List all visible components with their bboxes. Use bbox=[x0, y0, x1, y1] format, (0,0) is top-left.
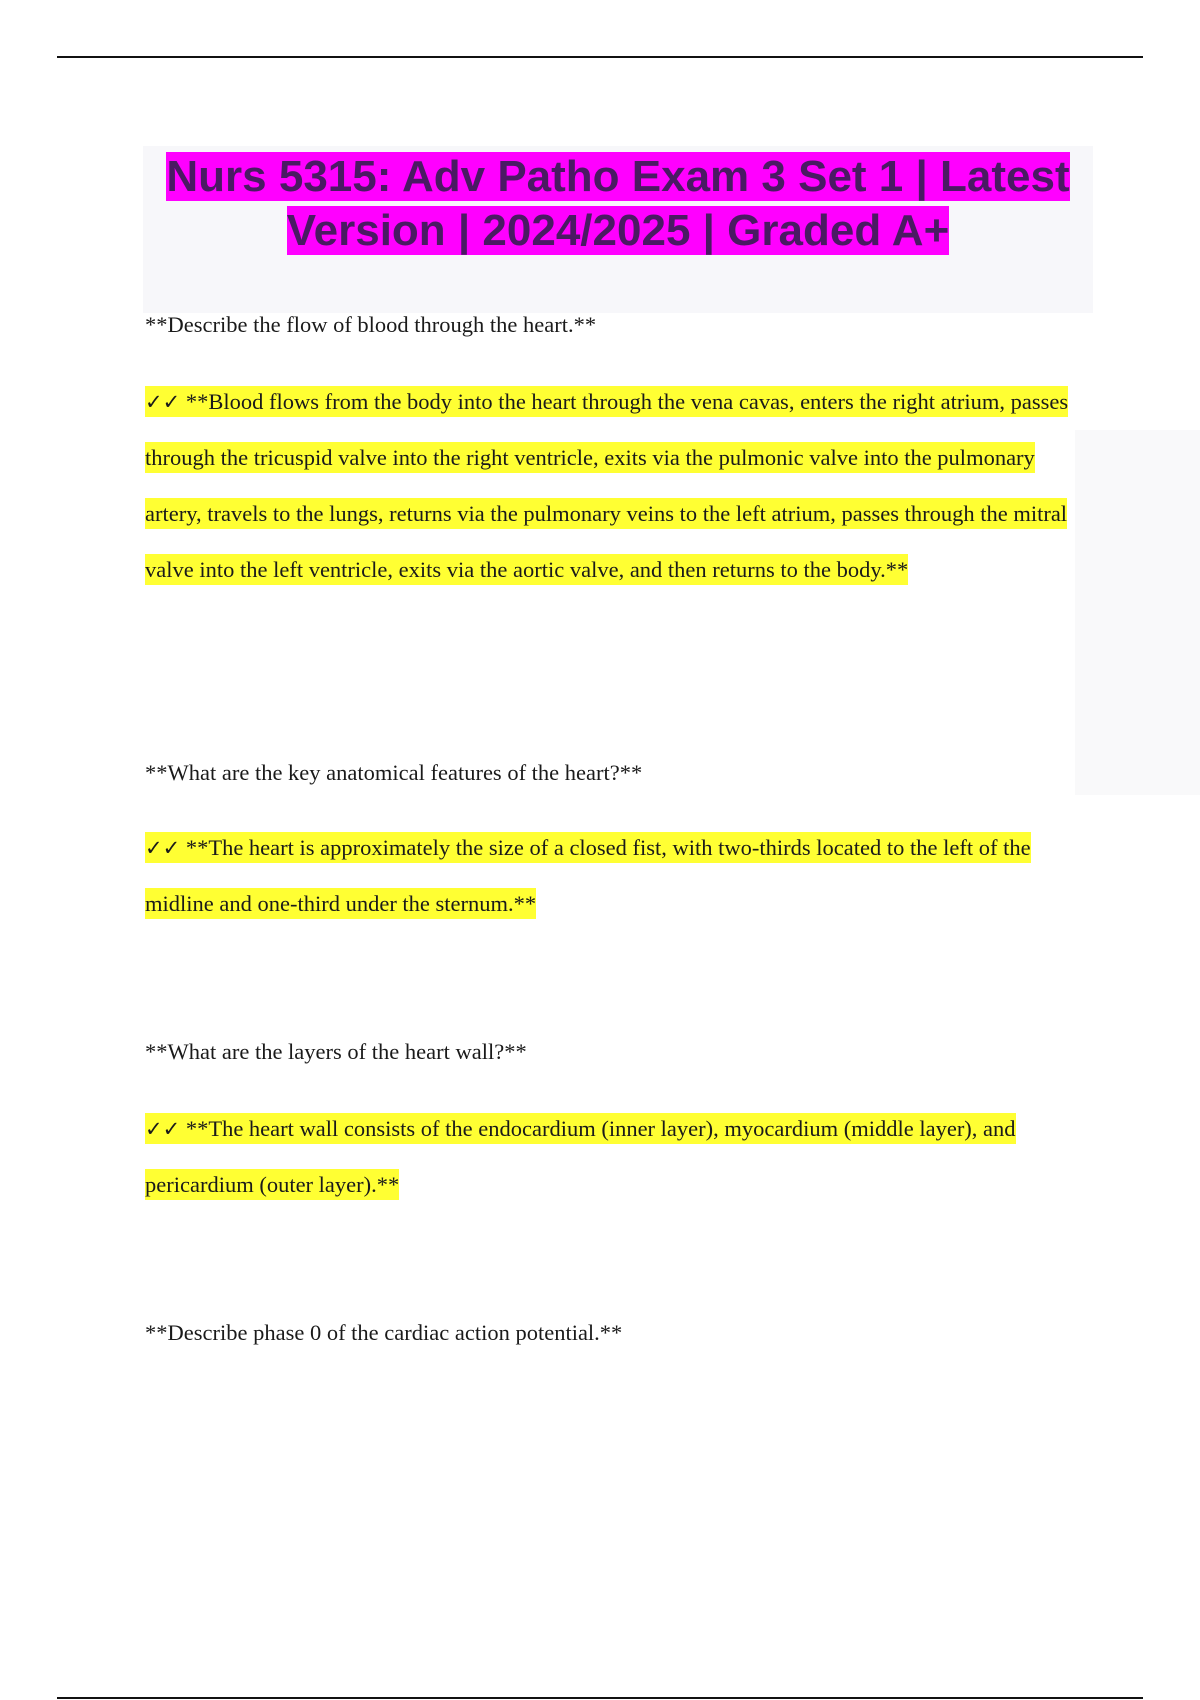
question-2: **What are the key anatomical features of the heart?** bbox=[145, 760, 643, 785]
answer-2-highlight bbox=[145, 832, 1031, 919]
question-1: **Describe the flow of blood through the heart.** bbox=[145, 312, 597, 337]
check-icon: ✓✓ bbox=[145, 836, 181, 860]
question-4: **Describe phase 0 of the cardiac action potential.** bbox=[145, 1320, 623, 1345]
check-icon: ✓✓ bbox=[145, 390, 181, 414]
background-panel bbox=[1075, 430, 1200, 795]
title-banner bbox=[143, 146, 1093, 313]
answer-3-highlight bbox=[145, 1113, 1016, 1200]
answer-3 bbox=[145, 1101, 1085, 1213]
answer-1 bbox=[145, 374, 1085, 598]
footer-rule bbox=[57, 1697, 1143, 1699]
answer-3-text: **The heart wall consists of the endocardium (inner layer), myocardium (middle layer), and pericardium (outer layer).** bbox=[145, 1116, 1016, 1197]
question-3: **What are the layers of the heart wall?** bbox=[145, 1039, 527, 1064]
answer-2 bbox=[145, 820, 1085, 932]
answer-1-text: **Blood flows from the body into the heart through the vena cavas, enters the right atrium, passes through the tricuspid valve into the right ventricle, exits via the pulmonic valve into the pulmonary artery, travels to the lungs, returns via the pulmonary veins to the left atrium, passes through the mitral valve into the left ventricle, exits via the aortic valve, and then returns to the body.** bbox=[145, 389, 1069, 582]
check-icon: ✓✓ bbox=[145, 1117, 181, 1141]
header-rule bbox=[57, 56, 1143, 58]
answer-2-text: **The heart is approximately the size of a closed fist, with two-thirds located to the left of the midline and one-third under the sternum.** bbox=[145, 835, 1031, 916]
document-title: Nurs 5315: Adv Patho Exam 3 Set 1 | Latest Version | 2024/2025 | Graded A+ bbox=[166, 152, 1070, 255]
answer-1-highlight bbox=[145, 386, 1068, 585]
